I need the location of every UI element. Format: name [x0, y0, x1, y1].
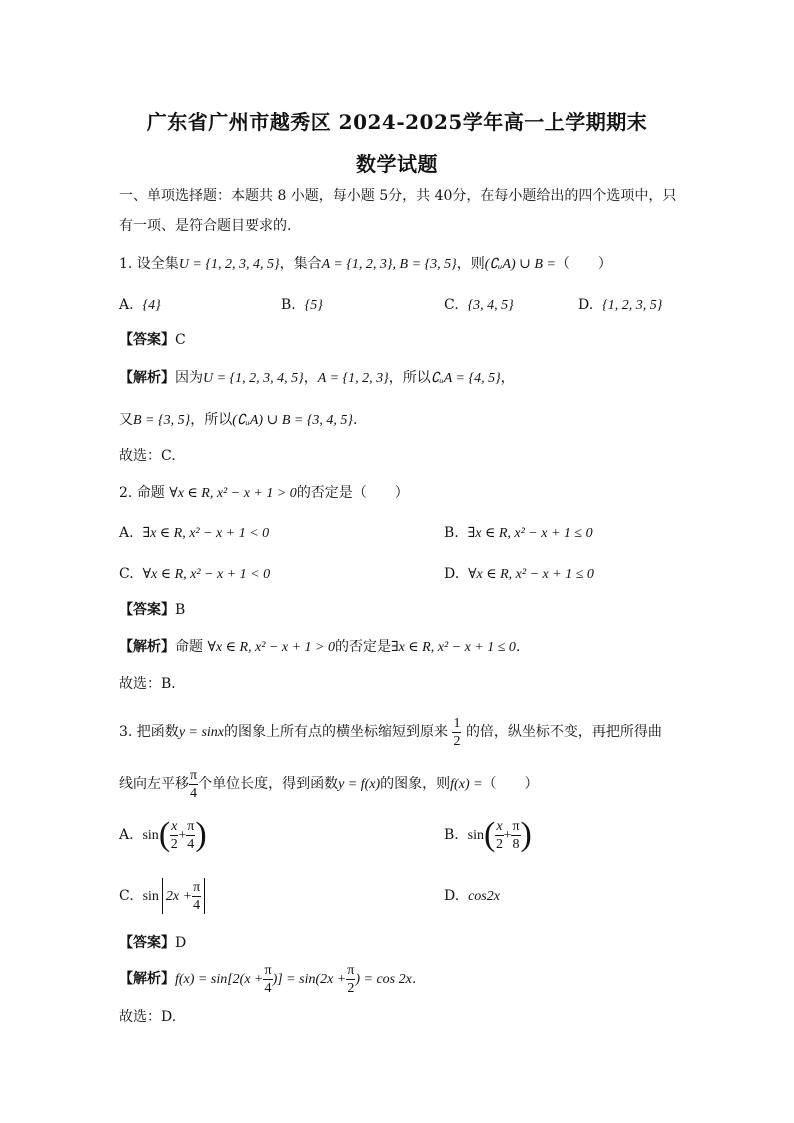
option-fn: sin [467, 828, 484, 843]
fraction-denominator: 4 [193, 897, 201, 913]
fraction [192, 879, 201, 914]
analysis-math: ∃x ∈ R, x² − x + 1 ≤ 0 [391, 640, 516, 655]
answer-tag: 【答案】 [119, 602, 175, 618]
q1-stem-mid: ，集合 [279, 256, 322, 272]
option-fn: sin [142, 828, 159, 843]
q2-option-b [444, 523, 593, 544]
fraction [263, 962, 272, 997]
option-value: ∃x ∈ R, x² − x + 1 ≤ 0 [467, 526, 593, 541]
q3-stem-text: 线向左平移 [119, 776, 189, 792]
option-label: C. [444, 297, 459, 313]
left-paren: ( [158, 816, 171, 853]
analysis-math: f(x) = sin[2(x + [175, 972, 264, 987]
q2-stem-expr: ∀x ∈ R, x² − x + 1 > 0 [169, 486, 297, 501]
fraction-denominator: 2 [170, 836, 178, 852]
option-value: {5} [304, 298, 323, 313]
fraction-numerator: π [187, 818, 195, 834]
analysis-text: . [353, 412, 358, 428]
fraction-numerator: π [347, 962, 355, 978]
q2-conclusion: 故选：B. [119, 676, 176, 692]
option-value: {4} [142, 298, 161, 313]
q2-answer [119, 600, 185, 620]
right-paren: ) [195, 816, 207, 853]
fraction-denominator: 8 [512, 836, 520, 852]
q3-option-c [119, 876, 208, 917]
analysis-tag: 【解析】 [119, 639, 175, 655]
option-value: cos2x [468, 889, 500, 904]
fraction-numerator: π [512, 818, 520, 834]
q3-stem-fx: f(x) = [450, 777, 483, 792]
q1-stem-expr: (∁ᵤA) ∪ B = [484, 257, 556, 272]
q3-stem-text: 的倍，纵坐标不变，再把所得曲 [465, 724, 662, 740]
option-label: D. [444, 566, 460, 582]
q1-conclusion: 故选：C. [119, 448, 176, 464]
q2-stem [119, 483, 409, 504]
fraction-numerator: x [496, 818, 503, 834]
section-heading-line1: 一、单项选择题：本题共 8 小题，每小题 5分，共 40分，在每小题给出的四个选项中，只 [119, 188, 677, 204]
q1-option-b [281, 295, 323, 316]
fraction-denominator: 2 [453, 733, 461, 749]
option-label: B. [281, 297, 296, 313]
q2-analysis [119, 637, 520, 658]
fraction [186, 818, 195, 853]
q3-stem-text: 3. 把函数 [119, 724, 179, 740]
fraction-one-half [452, 715, 461, 750]
fraction-numerator: x [171, 818, 178, 834]
q3-answer [119, 933, 186, 953]
option-label: A. [119, 297, 134, 313]
q1-stem-universe: U = {1, 2, 3, 4, 5} [178, 257, 280, 272]
analysis-text: 因为 [175, 370, 203, 386]
q3-stem-line2 [119, 765, 539, 804]
q1-analysis-line2 [119, 410, 357, 431]
q2-option-a [119, 523, 269, 544]
analysis-text: 命题 [175, 639, 203, 655]
fraction [511, 818, 520, 853]
answer-value: D [175, 935, 187, 951]
fraction-denominator: 4 [264, 980, 272, 996]
analysis-math: (∁ᵤA) ∪ B = {3, 4, 5} [232, 413, 354, 428]
fraction [495, 818, 503, 853]
option-label: A. [119, 525, 134, 541]
analysis-math: A = {1, 2, 3} [317, 371, 389, 386]
q2-option-c [119, 564, 270, 585]
fraction-numerator: π [190, 767, 198, 783]
q1-stem-sets: A = {1, 2, 3}, B = {3, 5} [321, 257, 457, 272]
analysis-text: . [411, 971, 417, 987]
q3-stem-paren: （ ） [482, 776, 539, 792]
fraction-numerator: π [193, 879, 201, 895]
q1-stem-then: ，则 [456, 256, 485, 272]
option-label: D. [444, 888, 460, 904]
fraction-denominator: 4 [190, 785, 198, 801]
q3-conclusion: 故选：D. [119, 1009, 177, 1025]
q2-stem-suffix: 的否定是（ ） [296, 485, 409, 501]
analysis-text: ， [303, 370, 318, 386]
right-paren: ) [520, 816, 532, 853]
option-value: ∀x ∈ R, x² − x + 1 < 0 [142, 567, 271, 582]
q1-option-a [119, 295, 161, 316]
option-label: C. [119, 566, 134, 582]
fraction-denominator: 2 [347, 980, 355, 996]
analysis-tag: 【解析】 [119, 370, 175, 386]
q3-option-b [444, 815, 532, 856]
section-heading-line2: 有一项、是符合题目要求的. [119, 218, 292, 234]
answer-tag: 【答案】 [119, 332, 175, 348]
q3-stem-fn: y = sinx [178, 725, 225, 740]
analysis-math: ) = cos 2x [355, 972, 412, 987]
analysis-text: ， [500, 370, 515, 386]
q3-stem-text: 的图象上所有点的横坐标缩短到原来 [224, 724, 449, 740]
q2-stem-prefix: 2. 命题 [119, 485, 165, 501]
q3-analysis [119, 960, 416, 999]
q2-option-d [444, 564, 594, 585]
q1-option-c [444, 295, 514, 316]
q3-option-a [119, 815, 207, 856]
fraction-pi-quarter [189, 767, 198, 802]
analysis-math: B = {3, 5} [133, 413, 191, 428]
q3-stem-text: 的图象，则 [380, 776, 451, 792]
option-value: {3, 4, 5} [467, 298, 514, 313]
q3-stem-line1 [119, 713, 662, 752]
left-paren: ( [484, 816, 496, 853]
fraction-denominator: 2 [495, 836, 503, 852]
analysis-text: 又 [119, 412, 133, 428]
option-term: 2x + [165, 889, 193, 904]
analysis-text: 的否定是 [335, 639, 391, 655]
answer-value: B [175, 602, 186, 618]
fraction-denominator: 4 [187, 836, 195, 852]
exam-title: 广东省广州市越秀区 2024-2025学年高一上学期期末 [146, 110, 648, 134]
abs-bar-right [204, 878, 205, 914]
option-label: C. [119, 888, 134, 904]
q1-stem [119, 254, 612, 275]
q1-option-d [578, 295, 662, 316]
option-label: D. [578, 297, 594, 313]
exam-subtitle: 数学试题 [356, 152, 438, 176]
analysis-math: ∁ᵤA = {4, 5} [430, 371, 501, 386]
analysis-text: . [515, 639, 521, 655]
answer-tag: 【答案】 [119, 935, 175, 951]
option-value: ∀x ∈ R, x² − x + 1 ≤ 0 [468, 567, 594, 582]
option-label: B. [444, 525, 459, 541]
q1-stem-prefix: 1. 设全集 [119, 256, 179, 272]
fraction-numerator: 1 [453, 715, 461, 731]
analysis-tag: 【解析】 [119, 971, 175, 987]
q3-option-d [444, 886, 500, 907]
q3-stem-text: 个单位长度，得到函数 [198, 776, 339, 792]
q3-stem-fn: y = f(x) [338, 777, 381, 792]
fraction-numerator: π [264, 962, 272, 978]
option-label: B. [444, 827, 459, 843]
analysis-math: ∀x ∈ R, x² − x + 1 > 0 [207, 640, 335, 655]
abs-bar-left [162, 878, 163, 914]
option-value: {1, 2, 3, 5} [602, 298, 663, 313]
answer-value: C [175, 332, 186, 348]
analysis-text: ，所以 [190, 412, 233, 428]
analysis-math: )] = sin(2x + [272, 972, 347, 987]
q1-stem-paren: （ ） [555, 256, 612, 272]
analysis-math: U = {1, 2, 3, 4, 5} [203, 371, 304, 386]
option-operator: + [503, 828, 512, 843]
option-label: A. [119, 827, 134, 843]
analysis-text: ，所以 [388, 370, 431, 386]
fraction [346, 962, 355, 997]
option-fn: sin [142, 889, 159, 904]
q1-analysis-line1 [119, 368, 515, 389]
option-operator: + [178, 828, 187, 843]
option-value: ∃x ∈ R, x² − x + 1 < 0 [142, 526, 270, 541]
q1-answer [119, 330, 186, 350]
